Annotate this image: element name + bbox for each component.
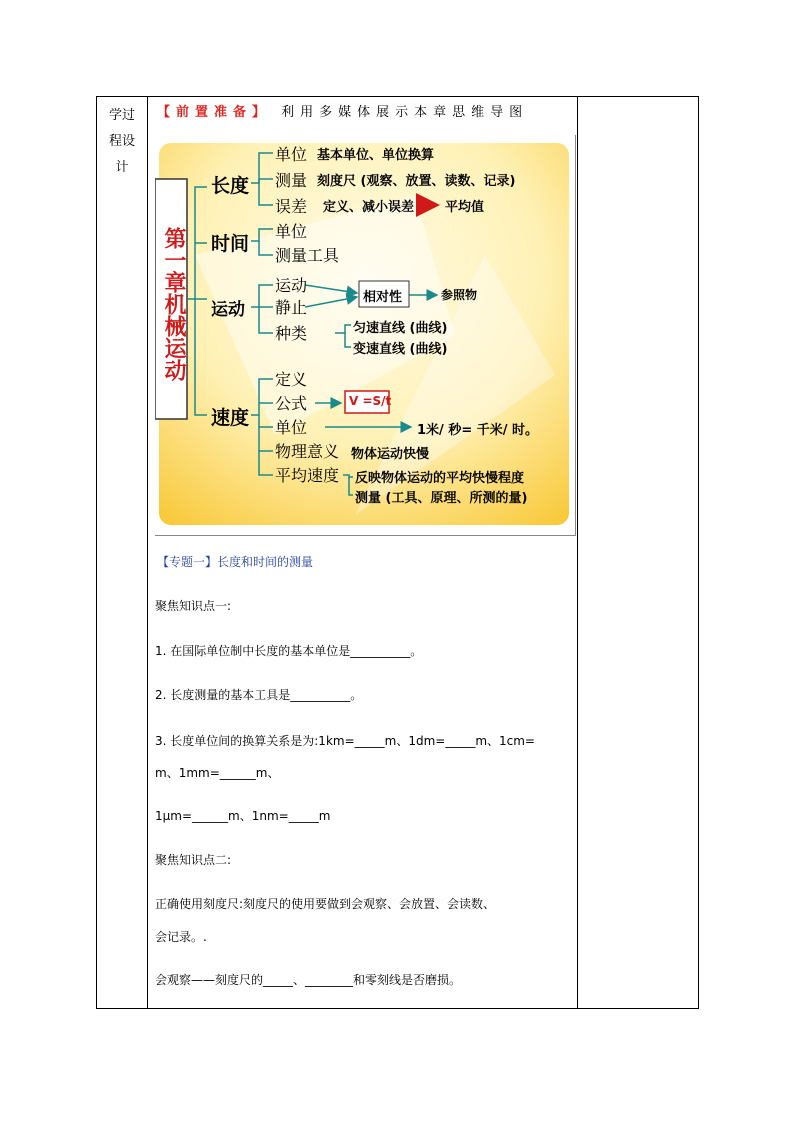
side-label-line: 学过 [108,108,135,123]
topic-time: 时间 [211,233,250,255]
speed-item: 平均速度 [275,466,340,485]
speed-unit-text: 1米/ 秒= 千米/ 时。 [417,423,539,438]
length-item-key: 单位 [275,145,308,164]
topic-speed: 速度 [211,407,250,429]
question-line: m、1mm=______m、 [155,766,280,780]
question-line: 正确使用刻度尺:刻度尺的使用要做到会观察、会放置、会读数、 [155,897,496,911]
process-design-label [97,97,147,181]
column-divider-right [577,97,578,1008]
avg-speed-measure: 测量 (工具、原理、所测的量) [355,491,528,506]
motion-item: 运动 [275,276,308,295]
chapter-title-text: 第一章机械运动 [161,227,187,381]
motion-item: 种类 [275,324,308,343]
speed-item: 定义 [275,370,308,389]
length-item-key: 误差 [275,197,308,216]
prep-text: 利用多媒体展示本章思维导图 [281,105,529,120]
speed-formula: V =S/t [349,394,392,408]
question-line: 会记录。. [155,930,207,944]
lesson-table [96,96,699,1009]
knowledge-point-heading: 聚焦知识点二: [155,853,232,867]
time-item: 单位 [275,222,308,241]
length-item-value: 定义、减小误差 [323,200,415,215]
topic-length: 长度 [211,175,250,197]
chapter-title [155,189,187,419]
section-title: 【专题一】长度和时间的测量 [157,555,314,569]
mindmap-diagram [155,135,576,536]
speed-item: 物理意义 [275,442,340,461]
speed-item: 单位 [275,418,308,437]
topic-motion: 运动 [211,300,245,320]
motion-type: 匀速直线 (曲线) [353,321,448,336]
question-line: 会观察——刻度尺的_____、________和零刻线是否磨损。 [155,973,462,987]
reference-label: 参照物 [441,288,478,302]
length-item-value: 基本单位、单位换算 [317,148,435,163]
speed-item: 公式 [275,394,308,413]
time-item: 测量工具 [275,246,340,265]
length-item-value: 刻度尺 (观察、放置、读数、记录) [317,174,516,189]
speed-meaning: 物体运动快慢 [351,447,430,462]
prep-heading [157,101,528,120]
question-line: 2. 长度测量的基本工具是__________。 [155,688,363,702]
motion-type: 变速直线 (曲线) [353,342,448,357]
question-line: 3. 长度单位间的换算关系是为:1km=_____m、1dm=_____m、1cm= [155,734,535,748]
side-label-line: 计 [115,160,129,175]
length-item-key: 测量 [275,171,308,190]
knowledge-point-heading: 聚焦知识点一: [155,599,232,613]
avg-speed-desc: 反映物体运动的平均快慢程度 [355,471,525,486]
column-divider-left [147,97,148,1008]
relativity-label: 相对性 [363,290,403,305]
length-arrow-target: 平均值 [445,200,485,215]
question-line: 1. 在国际单位制中长度的基本单位是__________。 [155,644,423,658]
question-line: 1μm=______m、1nm=_____m [155,809,331,823]
motion-item: 静止 [275,298,308,317]
prep-bracket: 【前置准备】 [157,105,272,120]
side-label-line: 程设 [108,134,135,149]
